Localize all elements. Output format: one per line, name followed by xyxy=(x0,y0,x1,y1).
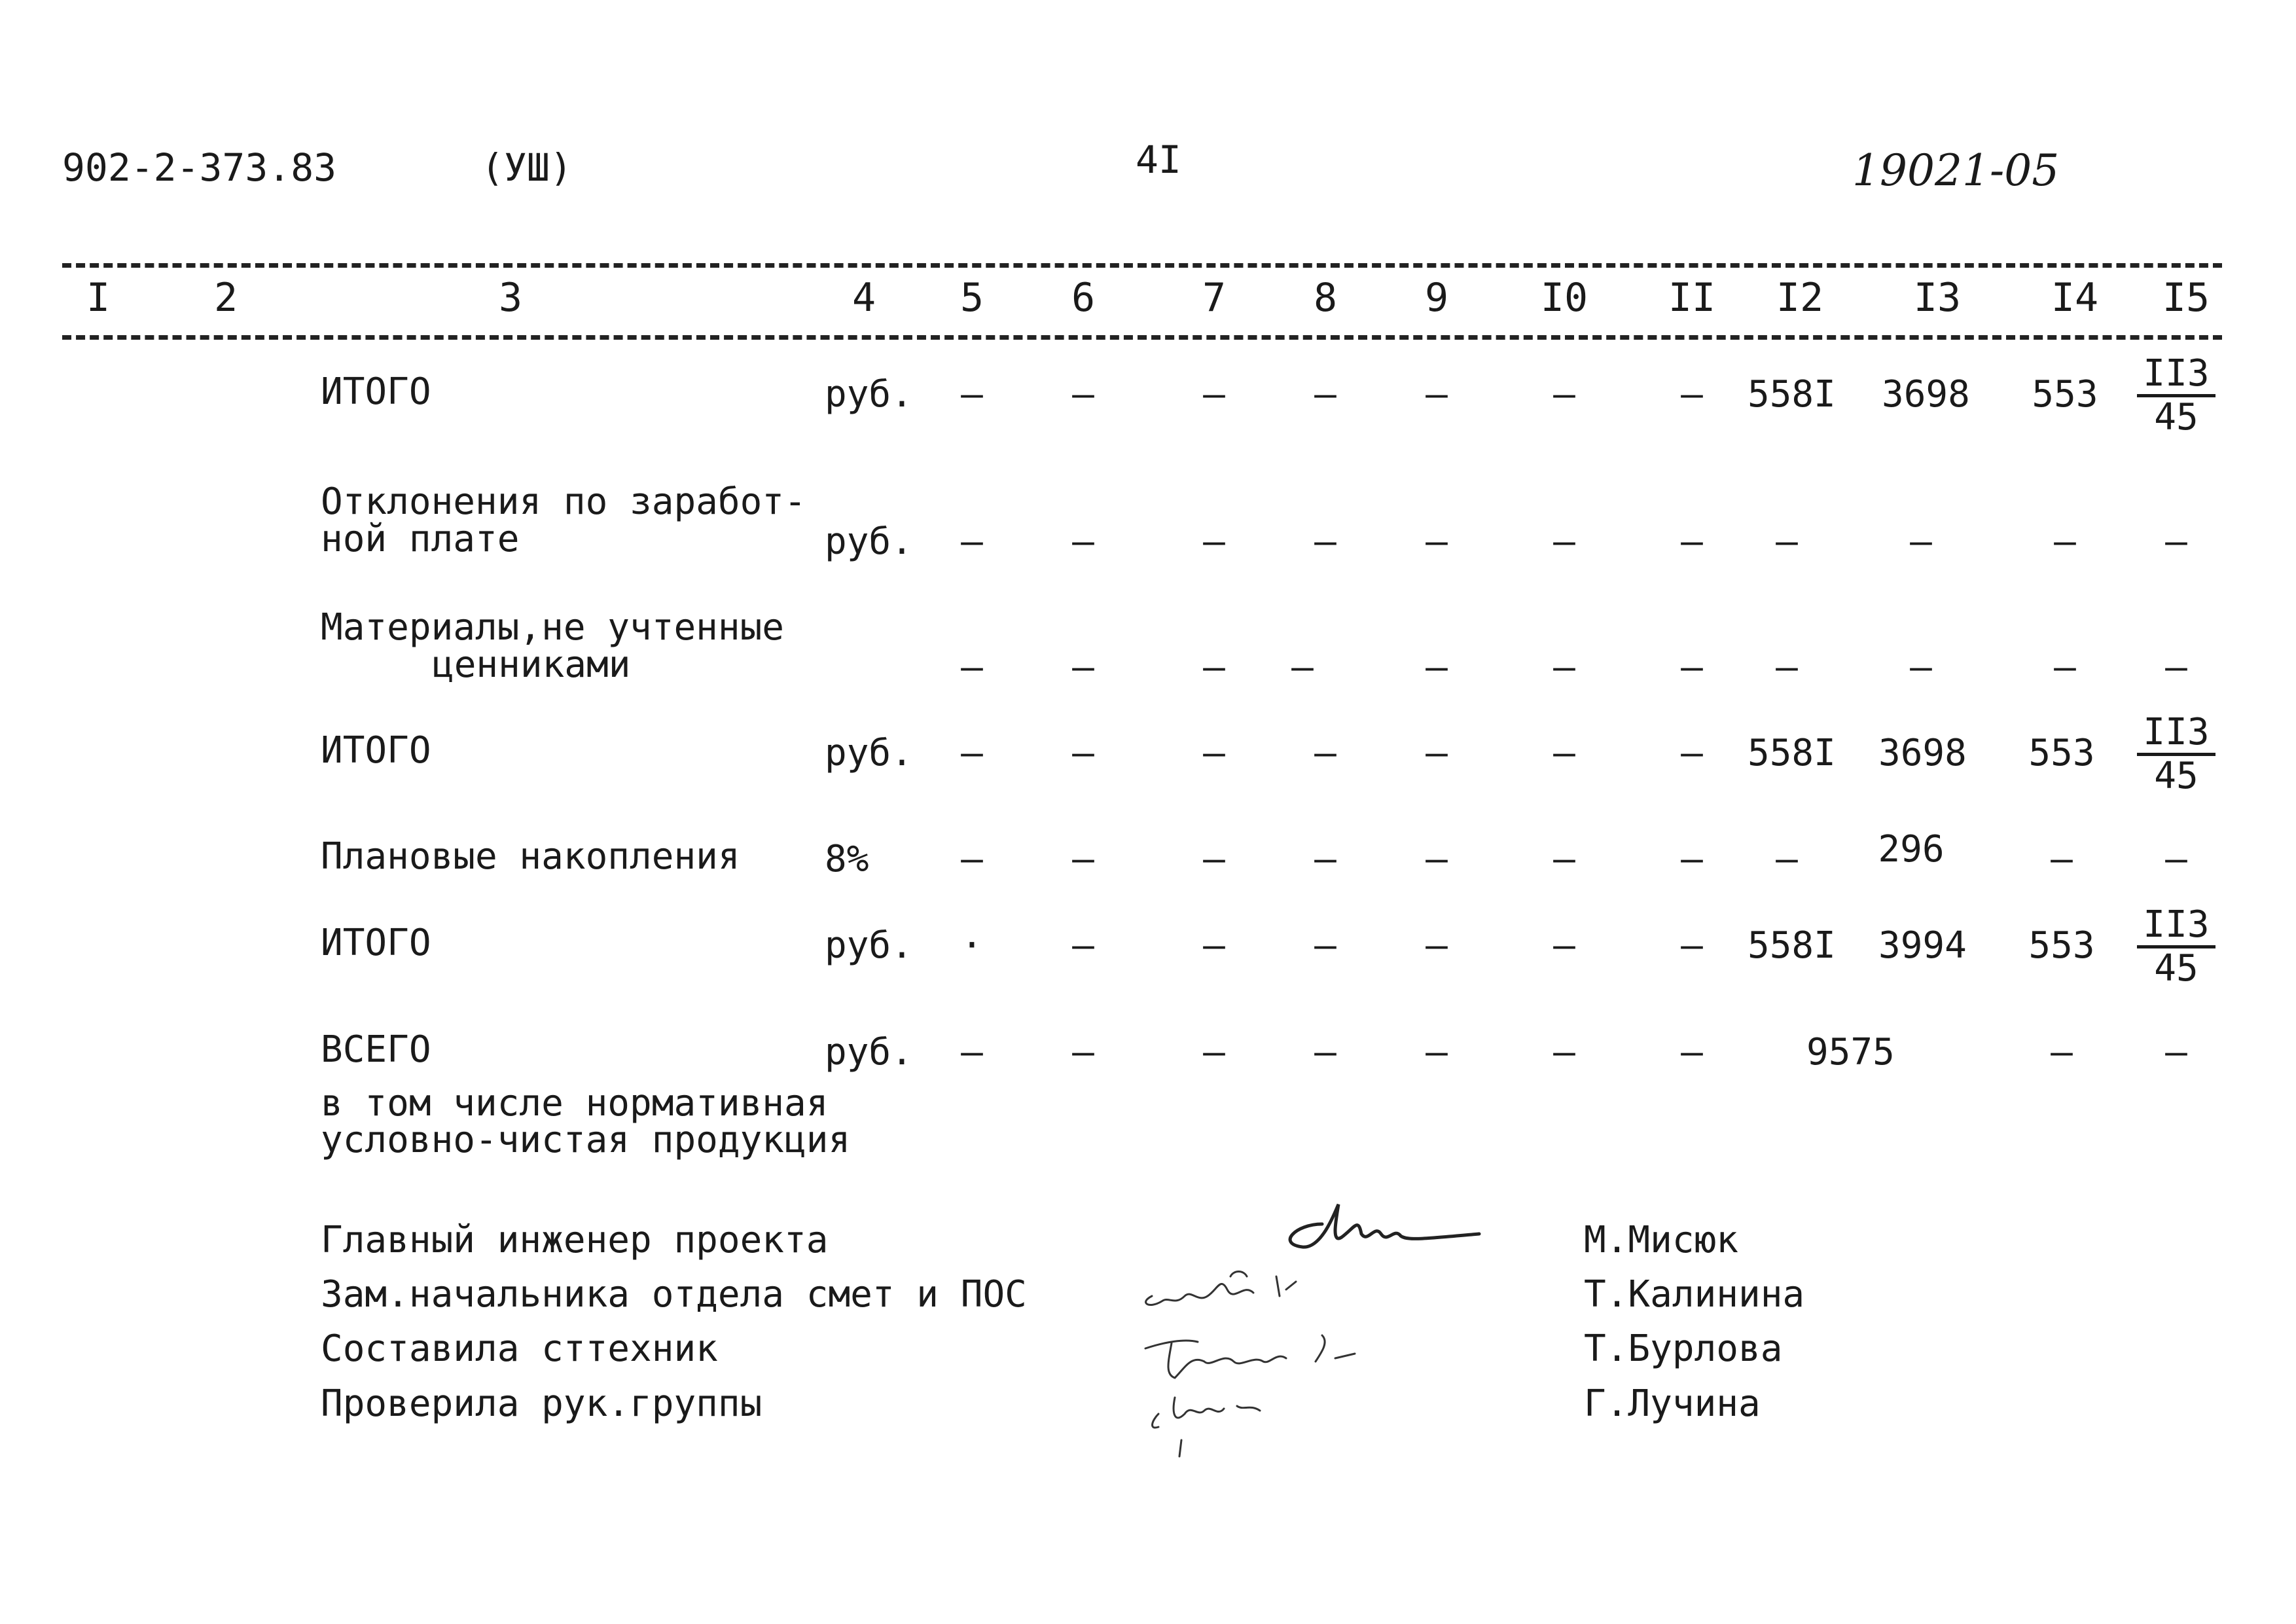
cell-c12: 558I xyxy=(1748,924,1836,967)
cell-c12: – xyxy=(1776,646,1798,689)
signature-deputy-head xyxy=(1146,1272,1296,1305)
row-unit: руб. xyxy=(825,520,913,563)
fraction-denominator: 45 xyxy=(2154,947,2198,990)
fraction-numerator: II3 xyxy=(2137,905,2215,948)
cell-c8: – xyxy=(1291,646,1314,689)
fraction-numerator: II3 xyxy=(2137,712,2215,756)
row-label: ИТОГО xyxy=(321,922,431,964)
cell-c7: – xyxy=(1203,373,1225,416)
cell-c14: 553 xyxy=(2028,924,2095,967)
col-header-8: 8 xyxy=(1313,275,1338,321)
fraction-denominator: 45 xyxy=(2154,396,2198,439)
cell-c10: – xyxy=(1553,373,1575,416)
signature-chief-engineer xyxy=(1290,1204,1479,1247)
cell-c5: – xyxy=(961,732,983,774)
signature-reviewer xyxy=(1153,1398,1260,1456)
signer-role: Главный инженер проекта xyxy=(321,1219,829,1261)
cell-c6: – xyxy=(1072,646,1094,689)
cell-c5: – xyxy=(961,838,983,880)
row-label: ИТОГО xyxy=(321,370,431,413)
section-label: (УШ) xyxy=(481,145,573,190)
row-unit: руб. xyxy=(825,373,913,416)
cell-c8: – xyxy=(1314,838,1336,880)
row-label: ВСЕГО xyxy=(321,1028,431,1071)
header-bottom-rule xyxy=(62,335,2222,340)
col-header-7: 7 xyxy=(1202,275,1227,321)
col-header-2: 2 xyxy=(213,275,238,321)
cell-c7: – xyxy=(1203,520,1225,563)
cell-c14: 553 xyxy=(2032,373,2098,416)
cell-c15: – xyxy=(2165,838,2187,880)
cell-c8: – xyxy=(1314,520,1336,563)
col-header-4: 4 xyxy=(852,275,876,321)
signer-role: Проверила рук.группы xyxy=(321,1382,762,1425)
cell-c8: – xyxy=(1314,1031,1336,1074)
cell-c15: – xyxy=(2165,520,2187,563)
row-unit: руб. xyxy=(825,1031,913,1074)
cell-c6: – xyxy=(1072,838,1094,880)
handwritten-signatures xyxy=(1113,1198,1518,1460)
col-header-15: I5 xyxy=(2162,275,2210,321)
cell-c7: – xyxy=(1203,924,1225,967)
signer-role: Составила сттехник xyxy=(321,1327,718,1370)
row-unit: 8% xyxy=(825,838,869,880)
cell-c10: – xyxy=(1553,924,1575,967)
cell-c13: – xyxy=(1910,520,1932,563)
col-header-14: I4 xyxy=(2051,275,2099,321)
cell-c9: – xyxy=(1426,373,1448,416)
cell-c13: 3698 xyxy=(1878,732,1967,774)
cell-c12: 558I xyxy=(1748,732,1836,774)
cell-c11: – xyxy=(1681,373,1703,416)
cell-c5: – xyxy=(961,520,983,563)
row-label-line1: Отклонения по заработ- xyxy=(321,480,806,523)
signer-role: Зам.начальника отдела смет и ПОС xyxy=(321,1273,1027,1316)
cell-c15: – xyxy=(2165,646,2187,689)
signer-name: Г.Лучина xyxy=(1584,1382,1761,1425)
cell-c15-fraction xyxy=(2137,712,2215,797)
col-header-12: I2 xyxy=(1776,275,1824,321)
cell-c11: – xyxy=(1681,1031,1703,1074)
cell-c9: – xyxy=(1426,520,1448,563)
cell-c13: 3994 xyxy=(1878,924,1967,967)
stamp-number: 19021-05 xyxy=(1852,145,2060,196)
row-label-line1: Материалы,не учтенные xyxy=(321,606,785,649)
cell-c10: – xyxy=(1553,732,1575,774)
row-unit: руб. xyxy=(825,924,913,967)
cell-c5: – xyxy=(961,646,983,689)
cell-c9: – xyxy=(1426,1031,1448,1074)
document-code: 902-2-373.83 xyxy=(62,145,337,190)
cell-c7: – xyxy=(1203,838,1225,880)
col-header-6: 6 xyxy=(1071,275,1096,321)
cell-c6: – xyxy=(1072,373,1094,416)
cell-c10: – xyxy=(1553,838,1575,880)
cell-c5: – xyxy=(961,1031,983,1074)
cell-c13: 296 xyxy=(1878,828,1945,871)
row-label: Плановые накопления xyxy=(321,835,740,878)
signature-compiler xyxy=(1145,1335,1355,1378)
cell-c7: – xyxy=(1203,1031,1225,1074)
col-header-10: I0 xyxy=(1540,275,1588,321)
page-number: 4I xyxy=(1136,137,1181,182)
row-unit: руб. xyxy=(825,732,913,774)
cell-c14: – xyxy=(2054,646,2076,689)
cell-c8: – xyxy=(1314,373,1336,416)
cell-c6: – xyxy=(1072,732,1094,774)
fraction-denominator: 45 xyxy=(2154,755,2198,797)
cell-c11: – xyxy=(1681,732,1703,774)
col-header-3: 3 xyxy=(498,275,523,321)
cell-c7: – xyxy=(1203,732,1225,774)
cell-c14: – xyxy=(2054,520,2076,563)
cell-c14: – xyxy=(2051,1031,2073,1074)
header-top-rule xyxy=(62,263,2222,268)
cell-c9: – xyxy=(1426,646,1448,689)
col-header-11: II xyxy=(1668,275,1716,321)
signer-name: Т.Калинина xyxy=(1584,1273,1805,1316)
cell-c11: – xyxy=(1681,838,1703,880)
col-header-9: 9 xyxy=(1424,275,1449,321)
cell-c10: – xyxy=(1553,646,1575,689)
cell-c15-fraction xyxy=(2137,905,2215,989)
cell-c11: – xyxy=(1681,924,1703,967)
cell-c10: – xyxy=(1553,520,1575,563)
cell-c5: · xyxy=(961,924,983,967)
row-label: ИТОГО xyxy=(321,729,431,772)
signer-name: Т.Бурлова xyxy=(1584,1327,1783,1370)
col-header-1: I xyxy=(86,275,111,321)
cell-c12: – xyxy=(1776,838,1798,880)
col-header-13: I3 xyxy=(1913,275,1962,321)
note-line2: условно-чистая продукция xyxy=(321,1119,851,1161)
cell-c6: – xyxy=(1072,1031,1094,1074)
cell-c12-13-total: 9575 xyxy=(1806,1031,1895,1074)
cell-c11: – xyxy=(1681,520,1703,563)
signer-name: М.Мисюк xyxy=(1584,1219,1739,1261)
cell-c7: – xyxy=(1203,646,1225,689)
cell-c12: 558I xyxy=(1748,373,1836,416)
cell-c6: – xyxy=(1072,924,1094,967)
row-label-line2: ной плате xyxy=(321,518,520,560)
cell-c5: – xyxy=(961,373,983,416)
col-header-5: 5 xyxy=(960,275,984,321)
cell-c9: – xyxy=(1426,732,1448,774)
note-line1: в том числе нормативная xyxy=(321,1082,829,1125)
cell-c15: – xyxy=(2165,1031,2187,1074)
cell-c6: – xyxy=(1072,520,1094,563)
cell-c8: – xyxy=(1314,732,1336,774)
cell-c13: 3698 xyxy=(1882,373,1970,416)
cell-c15-fraction xyxy=(2137,353,2215,438)
cell-c9: – xyxy=(1426,838,1448,880)
cell-c13: – xyxy=(1910,646,1932,689)
cell-c8: – xyxy=(1314,924,1336,967)
cell-c12: – xyxy=(1776,520,1798,563)
cell-c14: – xyxy=(2051,838,2073,880)
cell-c11: – xyxy=(1681,646,1703,689)
fraction-numerator: II3 xyxy=(2137,353,2215,397)
cell-c9: – xyxy=(1426,924,1448,967)
row-label-line2: ценниками xyxy=(432,643,631,686)
cell-c10: – xyxy=(1553,1031,1575,1074)
cell-c14: 553 xyxy=(2028,732,2095,774)
